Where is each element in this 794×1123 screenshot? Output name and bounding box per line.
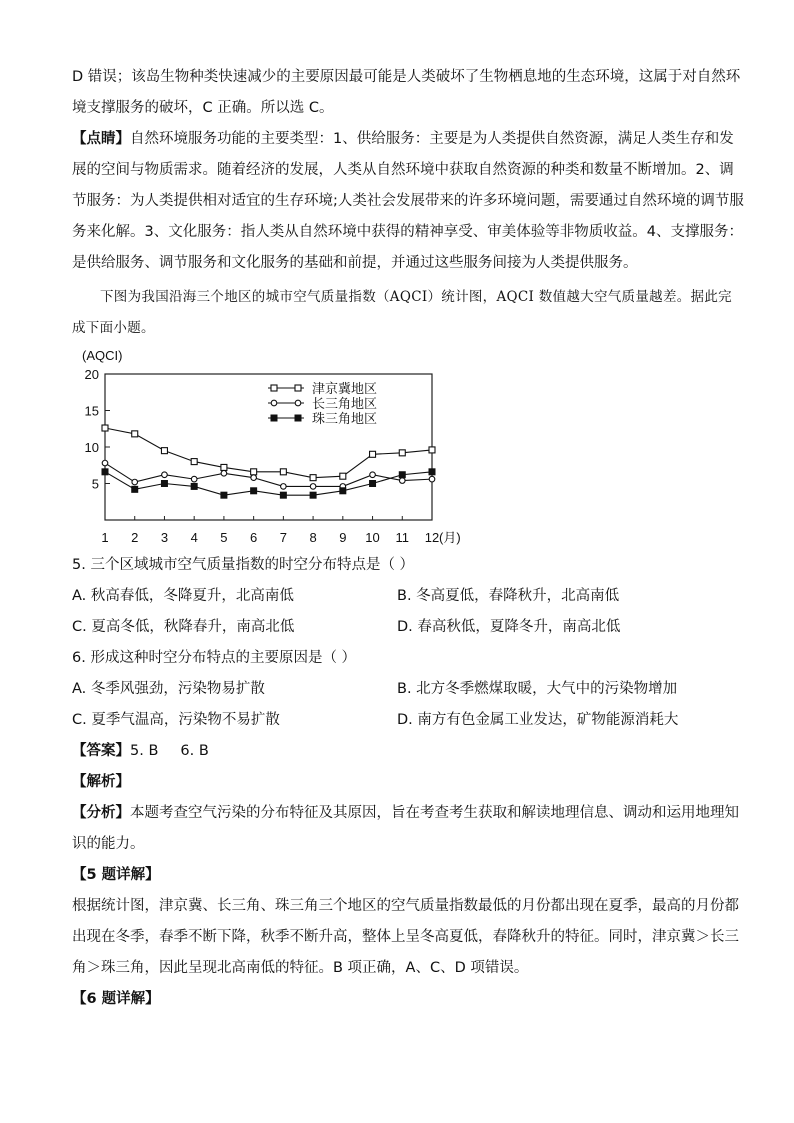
detail-line: 出现在冬季，春季不断下降，秋季不断升高，整体上呈冬高夏低，春降秋升的特征。同时，津京冀＞长三 [72, 929, 739, 945]
plot-frame [105, 374, 432, 520]
x-tick-label: 7 [279, 530, 287, 545]
data-point [340, 488, 346, 494]
series-line-1 [105, 428, 432, 478]
x-tick-label: 10 [365, 530, 380, 545]
data-point [132, 431, 138, 437]
data-point [191, 483, 197, 489]
data-point [310, 492, 316, 498]
fenxi-text: 本题考查空气污染的分布特征及其原因，旨在考查考生获取和解读地理信息、调动和运用地理知 [130, 805, 739, 821]
tip-line: 节服务：为人类提供相对适宜的生存环境;人类社会发展带来的许多环境问题，需要通过自然环境的调节服 [72, 193, 744, 209]
data-point [132, 479, 138, 485]
legend-label: 珠三角地区 [312, 411, 378, 426]
tip-line [72, 129, 734, 149]
data-point [370, 481, 376, 487]
data-point [251, 469, 257, 475]
tip-text: 自然环境服务功能的主要类型：1、供给服务：主要是为人类提供自然资源，满足人类生存和发 [130, 131, 734, 147]
x-tick-label: 2 [131, 530, 139, 545]
x-tick-label: 4 [190, 530, 198, 545]
legend-label: 长三角地区 [312, 396, 378, 411]
legend-marker [295, 400, 301, 406]
data-point [161, 448, 167, 454]
legend-marker [295, 385, 301, 391]
data-point [399, 478, 405, 484]
q6-option-a: A. 冬季风强劲，污染物易扩散 [72, 681, 265, 697]
y-tick-label: 15 [84, 403, 99, 419]
analysis-heading: 【解析】 [72, 774, 130, 790]
question-intro: 下图为我国沿海三个地区的城市空气质量指数（AQCI）统计图，AQCI 数值越大空气质量越差。据此完 [100, 289, 732, 305]
legend-label: 津京冀地区 [312, 381, 378, 396]
data-point [280, 469, 286, 475]
detail-5-heading: 【5 题详解】 [72, 867, 160, 883]
data-point [102, 460, 108, 466]
data-point [429, 476, 435, 482]
tip-heading: 【点睛】 [72, 131, 130, 147]
series-line-3 [105, 472, 432, 495]
q6-option-d: D. 南方有色金属工业发达，矿物能源消耗大 [397, 712, 679, 728]
series-line-2 [105, 463, 432, 486]
paragraph-line: D 错误；该岛生物种类快速减少的主要原因最可能是人类破坏了生物栖息地的生态环境，这属于对自然环 [72, 69, 741, 85]
data-point [370, 451, 376, 457]
q6-option-b: B. 北方冬季燃煤取暖，大气中的污染物增加 [397, 681, 678, 697]
data-point [340, 473, 346, 479]
question-5-stem: 5. 三个区域城市空气质量指数的时空分布特点是（ ） [72, 557, 415, 573]
q5-option-b: B. 冬高夏低，春降秋升，北高南低 [397, 588, 620, 604]
data-point [399, 472, 405, 478]
data-point [370, 472, 376, 478]
x-axis-unit: (月) [439, 530, 461, 545]
data-point [102, 469, 108, 475]
data-point [280, 492, 286, 498]
x-tick-label: 6 [250, 530, 258, 545]
q5-option-c: C. 夏高冬低，秋降春升，南高北低 [72, 619, 295, 635]
data-point [102, 425, 108, 431]
y-tick-label: 10 [84, 440, 99, 455]
analysis-line: 识的能力。 [72, 836, 145, 852]
legend-marker [271, 415, 277, 421]
question-intro: 成下面小题。 [72, 320, 155, 336]
tip-line: 是供给服务、调节服务和文化服务的基础和前提，并通过这些服务间接为人类提供服务。 [72, 255, 638, 271]
data-point [251, 488, 257, 494]
data-point [310, 475, 316, 481]
answer-heading: 【答案】 [72, 743, 130, 759]
legend-marker [271, 385, 277, 391]
answer-6: 6. B [180, 743, 209, 759]
legend-marker [271, 400, 277, 406]
question-6-stem: 6. 形成这种时空分布特点的主要原因是（ ） [72, 650, 357, 666]
data-point [191, 476, 197, 482]
data-point [191, 459, 197, 465]
answer-line [72, 741, 209, 761]
paragraph-line: 境支撑服务的破坏，C 正确。所以选 C。 [72, 100, 334, 116]
data-point [132, 486, 138, 492]
detail-line: 根据统计图，津京冀、长三角、珠三角三个地区的空气质量指数最低的月份都出现在夏季，最高的月份都 [72, 898, 739, 914]
y-tick-label: 5 [91, 476, 99, 492]
answer-5: 5. B [130, 743, 159, 759]
data-point [162, 472, 168, 478]
tip-line: 展的空间与物质需求。随着经济的发展，人类从自然环境中获取自然资源的种类和数量不断增加。2、调 [72, 162, 734, 178]
q5-option-d: D. 春高秋低，夏降冬升，南高北低 [397, 619, 621, 635]
detail-6-heading: 【6 题详解】 [72, 991, 160, 1007]
data-point [221, 492, 227, 498]
tip-line: 务来化解。3、文化服务：指人类从自然环境中获得的精神享受、审美体验等非物质收益。4、支撑服务： [72, 224, 743, 240]
x-tick-label: 12 [424, 530, 440, 545]
data-point [161, 481, 167, 487]
x-tick-label: 8 [309, 530, 317, 545]
q6-option-c: C. 夏季气温高，污染物不易扩散 [72, 712, 280, 728]
data-point [221, 464, 227, 470]
x-tick-label: 5 [220, 530, 228, 545]
analysis-line [72, 803, 739, 823]
data-point [399, 450, 405, 456]
aqci-line-chart [72, 340, 462, 550]
y-tick-label: 20 [84, 367, 99, 382]
q5-option-a: A. 秋高春低，冬降夏升，北高南低 [72, 588, 294, 604]
data-point [251, 475, 257, 481]
y-axis-label: (AQCI) [82, 348, 123, 363]
data-point [429, 447, 435, 453]
x-tick-label: 9 [339, 530, 347, 545]
fenxi-heading: 【分析】 [72, 805, 130, 821]
data-point [429, 469, 435, 475]
detail-line: 角＞珠三角，因此呈现北高南低的特征。B 项正确，A、C、D 项错误。 [72, 960, 529, 976]
x-tick-label: 3 [160, 530, 169, 545]
x-tick-label: 11 [395, 530, 410, 545]
legend-marker [295, 415, 301, 421]
data-point [221, 470, 227, 476]
data-point [310, 484, 316, 490]
x-tick-label: 1 [101, 530, 109, 545]
data-point [281, 484, 287, 490]
